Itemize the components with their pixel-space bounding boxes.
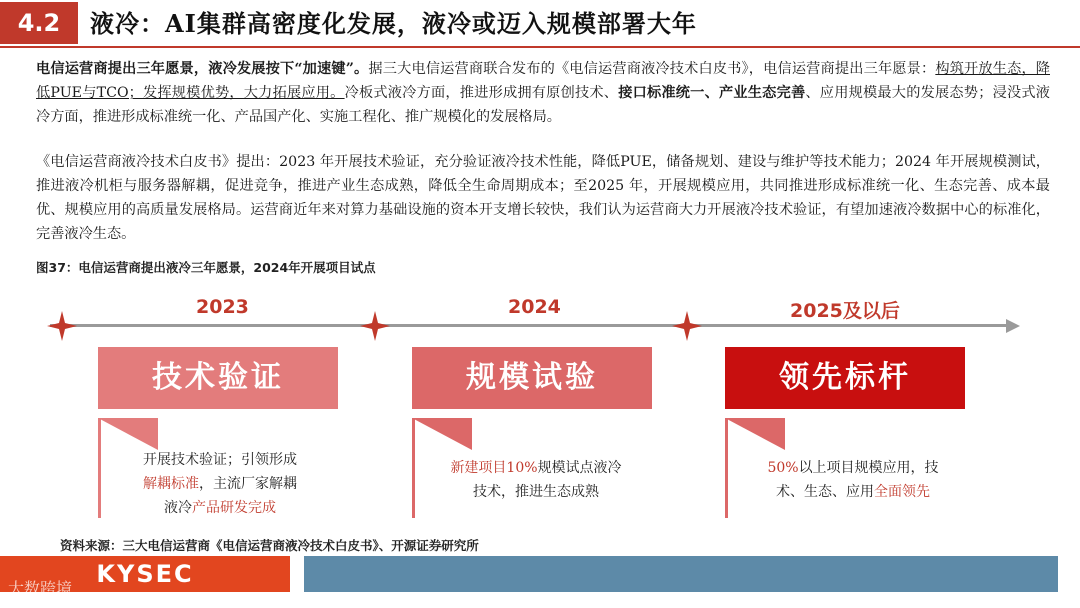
timeline-line — [50, 324, 1012, 327]
desc-line — [110, 496, 330, 520]
stage-description-2024 — [424, 456, 648, 504]
page-title: 液冷：AI集群高密度化发展，液冷或迈入规模部署大年 — [90, 9, 697, 38]
highlight-text: 新建项目10% — [450, 460, 538, 476]
desc-text: 以上项目规模应用，技 — [798, 460, 939, 476]
title-bar — [0, 0, 1080, 48]
paragraph-vision — [36, 57, 1050, 129]
flag-pole — [412, 418, 415, 518]
source-note: 资料来源：三大电信运营商《电信运营商液冷技术白皮书》、开源证券研究所 — [60, 538, 479, 553]
paragraph-whitepaper: 《电信运营商液冷技术白皮书》提出：2023 年开展技术验证，充分验证液冷技术性能，降低PUE，储备规划、建设与维护等技术能力；2024 年开展规模测试，推进液冷机柜与服务器解耦，促进竞争，推进产业生态成熟，降低全生命周期成本；至2025 年，开展规模应用，共同推进形成标准统一化、生态完善、成本最优、规模应用的高质量发展格局。运营商近年来对算力基础设施的资本开支增长较快，我们认为运营商大力开展液冷技术验证，有望加速液冷数据中心的标准化，完善液冷生态。 — [36, 154, 1050, 242]
flag-pole — [98, 418, 101, 518]
footer-bar — [304, 556, 1058, 592]
paragraph-text: 、应用规模最大的发展态势；浸没式液冷方面，推进形成标准统一化、产品国产化、实施工程化、推广规模化的发展格局。 — [36, 85, 1050, 125]
title-underline — [0, 46, 1080, 48]
desc-line — [738, 456, 968, 480]
desc-text: ，主流厂家解耦 — [199, 476, 297, 492]
desc-line: 开展技术验证；引领形成 — [143, 452, 297, 468]
watermark: 大数跨境 — [8, 579, 73, 598]
desc-line: 技术，推进生态成熟 — [473, 484, 599, 500]
year-label-2025: 2025及以后 — [790, 300, 900, 322]
desc-text: 规模试点液冷 — [537, 460, 622, 476]
stage-description-2023 — [110, 448, 330, 520]
desc-line — [110, 472, 330, 496]
desc-line — [424, 456, 648, 480]
highlight-text: 全面领先 — [874, 484, 930, 500]
star-marker-icon — [672, 311, 702, 341]
figure-caption: 图37：电信运营商提出液冷三年愿景，2024年开展项目试点 — [36, 260, 376, 275]
flag-icon — [412, 418, 472, 450]
stage-box-tech-verification: 技术验证 — [98, 347, 338, 409]
underlined-text: 构筑开放生态，降低PUE与TCO；发挥规模优势，大力拓展应用。 — [36, 61, 1050, 101]
star-marker-icon — [47, 311, 77, 341]
highlight-text: 50% — [767, 460, 799, 476]
paragraph-text: 冷板式液冷方面，推进形成拥有原创技术、 — [344, 85, 619, 101]
section-number: 4.2 — [0, 2, 78, 44]
highlight-text: 产品研发完成 — [192, 500, 276, 516]
bold-text: 接口标准统一、产业生态完善 — [618, 85, 806, 101]
stage-box-leading-benchmark: 领先标杆 — [725, 347, 965, 409]
year-label-2023: 2023 — [196, 296, 249, 318]
year-label-2024: 2024 — [508, 296, 561, 318]
timeline-arrow-icon — [1006, 319, 1020, 333]
flag-pole — [725, 418, 728, 518]
stage-description-2025 — [738, 456, 968, 504]
paragraph-lead: 电信运营商提出三年愿景，液冷发展按下“加速键”。 — [36, 61, 369, 77]
flag-icon — [725, 418, 785, 450]
kysec-logo: KYSEC — [0, 556, 290, 592]
flag-icon — [98, 418, 158, 450]
paragraph-text: 据三大电信运营商联合发布的《电信运营商液冷技术白皮书》，电信运营商提出三年愿景： — [368, 61, 936, 77]
desc-text: 液冷 — [164, 500, 192, 516]
star-marker-icon — [360, 311, 390, 341]
desc-line — [738, 480, 968, 504]
stage-box-scale-test: 规模试验 — [412, 347, 652, 409]
timeline — [50, 316, 1020, 336]
desc-text: 术、生态、应用 — [776, 484, 874, 500]
highlight-text: 解耦标准 — [143, 476, 199, 492]
